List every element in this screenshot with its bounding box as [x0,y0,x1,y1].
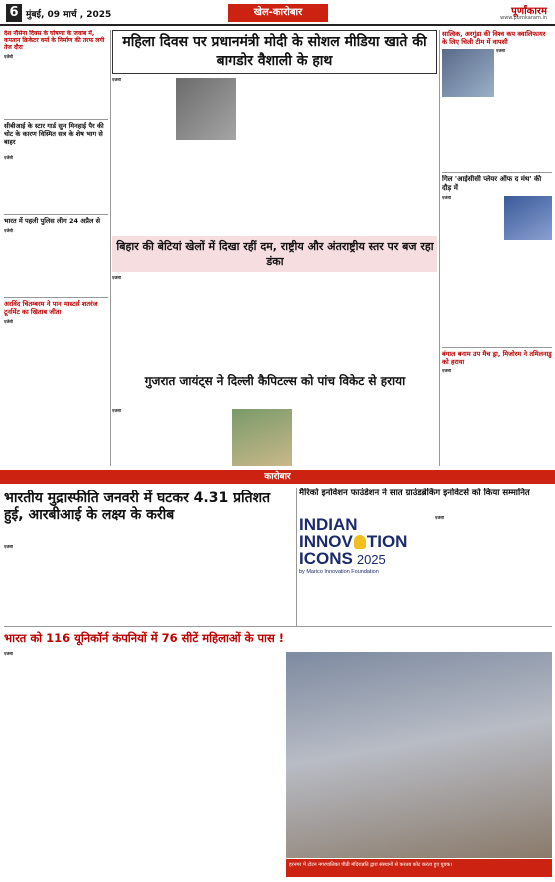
marico-headline: मैरिको इनोवेशन फाउंडेशन ने सात ग्राउंडब्रेकिंग इनोवेटर्स को किया सम्मानित [299,488,530,498]
right-story-1-title: सात्विक, अरगुंडा की विश्व कप क्वालिफायर के लिए चिली टीम में वापसी [442,30,546,46]
logo-by-line: by Marico Innovation Foundation [299,569,379,575]
article-body-text [442,369,552,464]
article-body-text [236,545,294,623]
unicorn-story-photo [286,652,552,858]
article-body-text [120,545,174,623]
article-body-text [306,78,368,233]
left-story-4-byline: एजेंसी [4,319,13,324]
gujarat-byline: एजेंसी [112,409,121,413]
article-body-text [62,545,116,623]
article-body-text [172,409,228,466]
shubman-gill-photo [504,196,552,240]
right-story-3-title: बंगाल बनाम उप मैच ड्रा, मिजोरम ने तमिलनाडु को हराया [442,350,552,366]
article-body-text [310,276,372,370]
left-story-3-byline: एजेंसी [4,228,13,233]
article-body-text [74,652,140,878]
modi-vaishali-photo [176,78,236,140]
column-divider [439,30,440,466]
article-body-text [112,276,174,370]
article-body-text [4,652,70,878]
brand-logo: पूर्णांकारम [511,6,547,17]
article-body-text [442,196,502,342]
article-body-text [376,276,437,370]
article-body-text [240,78,302,233]
article-body-text [144,652,210,878]
logo-innovation-row [299,533,431,550]
photo-caption: हरनगर में टोटन नगरपालिका पीठी मंदिरान्नति द्वारा संस्थानों से करतब कोट करता हुए युवक। [286,859,552,877]
article-body-text [178,545,232,623]
article-body-text [435,516,552,624]
inflation-story [4,545,294,623]
logo-line-innov: INNOV [299,532,353,551]
right-story-3 [442,350,552,466]
article-body-text [4,545,58,623]
right-story-2-byline: एजेंसी [442,196,451,200]
left-story-2 [4,122,108,212]
divider [4,214,108,215]
logo-year: 2025 [356,552,386,567]
article-body-text [112,78,174,233]
left-story-4 [4,300,108,466]
right-story-2 [442,175,552,345]
section-tag: खेल-कारोबार [228,4,328,22]
left-story-1-title: देश नौसेना दिवस के घोषणा के जवाब में, कपतान क्रिकेटर वर्मा के निर्माण की तरफ लगी तेज दौरा [4,30,105,51]
article-body-text [4,61,108,119]
article-body-text [4,234,108,294]
left-story-3-title: भारत में पहली पुलिस लीग 24 अप्रैल से [4,217,101,225]
left-story-1-byline: एजेंसी [4,54,13,59]
bihar-byline: एजेंसी [112,276,121,280]
badminton-player-photo [442,49,494,97]
article-body-text [372,78,437,233]
left-story-1 [4,30,108,118]
article-body-text [214,652,282,878]
bulb-icon [354,535,366,549]
right-story-1 [442,30,552,170]
article-body-text [4,325,108,465]
gujarat-headline: गुजरात जायंट्स ने दिल्ली कैपिटल्स को पांच विकेट से हराया [144,374,406,388]
marico-byline: एजेंसी [435,516,444,520]
article-body-text [4,161,108,211]
lead-byline: एजेंसी [112,78,121,82]
left-story-4-title: अरविंद चितम्बरम ने पान मास्टर्स शतरंज टूर्नामेंट का खिताब जीता [4,300,98,316]
article-body-text [112,409,168,466]
india-innovation-icons-logo [299,516,431,592]
divider [4,119,108,120]
logo-line-tion: TION [366,532,408,551]
unicorn-headline: भारत को 116 यूनिकॉर्न कंपनियों में 76 सीटें महिलाओं के पास ! [4,631,285,645]
right-story-2-title: गिल 'आईसीसी प्लेयर ऑफ द मंथ' की दौड़ में [442,175,542,192]
dateline: मुंबई, 09 मार्च , 2025 [26,10,112,20]
unicorn-byline: एजेंसी [4,652,13,656]
business-section-band: कारोबार [0,470,555,484]
brand-url[interactable]: www.purnkaram.in [500,15,547,21]
logo-icons-row [299,550,431,567]
bihar-headline: बिहार की बेटियां खेलों में दिखा रहीं दम, राष्ट्रीय और अंतराष्ट्रीय स्तर पर बज रहा डंका [116,240,434,268]
inflation-headline: भारतीय मुद्रास्फीति जनवरी में घटकर 4.31 प्रतिशत हुई, आरबीआई के लक्ष्य के करीब [4,490,271,523]
article-body-text [496,49,552,167]
article-body-text [178,276,240,370]
inflation-byline: एजेंसी [4,545,13,549]
article-body-text [299,596,431,624]
page-number: 6 [6,4,22,22]
unicorn-story [4,652,552,878]
lead-story [112,78,437,233]
divider [4,626,552,627]
divider [442,172,552,173]
column-divider [296,488,297,626]
logo-line-icons: ICONS [299,549,353,568]
cricket-match-photo [232,409,292,466]
left-story-2-title: सीबीआई के स्टार गार्ड सुन मिनहाई पैर की चोट के कारण विस्मित सत्र के शेष भाग से बाहर [4,122,104,146]
right-story-3-byline: एजेंसी [442,369,451,373]
right-story-1-byline: एजेंसी [496,49,505,53]
divider [4,297,108,298]
article-body-text [296,409,364,466]
left-story-2-byline: एजेंसी [4,155,13,160]
divider [442,347,552,348]
bihar-story [112,276,437,370]
article-body-text [244,276,306,370]
logo-line-indian: INDIAN [299,515,358,534]
column-divider [110,30,111,466]
gujarat-story [112,409,437,466]
left-story-3 [4,217,108,295]
article-body-text [176,142,236,233]
lead-headline: महिला दिवस पर प्रधानमंत्री मोदी के सोशल मीडिया खाते की बागडोर वैशाली के हाथ [112,30,437,74]
article-body-text [368,409,437,466]
